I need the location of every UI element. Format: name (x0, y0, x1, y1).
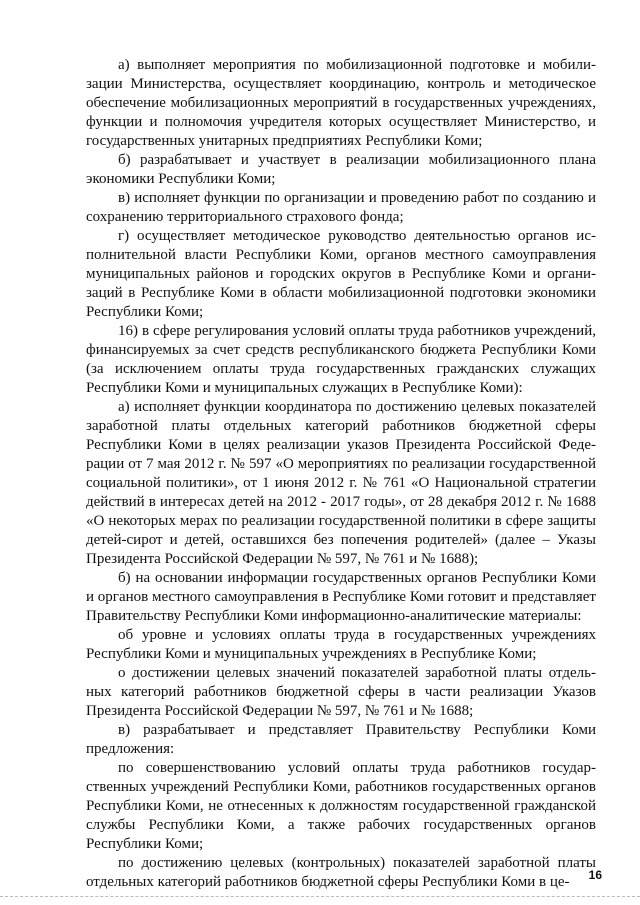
page-bottom-edge (0, 896, 640, 897)
paragraph-coordinator-functions: а) исполняет функции координатора по достижению целевых показателей заработной платы отдельных категорий работников бюджетной сферы Республики Коми в целях реализации указов Президента Российской Федерации от 7 мая 2012 г. № 597 «О мероприятиях по реализации государственной социальной политики», от 1 июня 2012 г. № 761 «О Национальной стратегии действий в интересах детей на 2012 - 2017 годы», от 28 декабря 2012 г. № 1688 «О некоторых мерах по реализации государственной политики в сфере защиты детей-сирот и детей, оставшихся без попечения родителей» (далее – Указы Президента Российской Федерации № 597, № 761 и № 1688); (86, 399, 596, 567)
paragraph-target-values: о достижении целевых значений показателей заработной платы отдельных категорий работников бюджетной сферы в части реализации Указов Президента Российской Федерации № 597, № 761 и № 1688; (86, 665, 596, 719)
paragraph-proposals: в) разрабатывает и представляет Правительству Республики Коми предложения: (86, 722, 596, 757)
page-number: 16 (588, 868, 602, 882)
paragraph-item-16: 16) в сфере регулирования условий оплаты труда работников учреждений, финансируемых за счет средств республиканского бюджета Республики Коми (за исключением оплаты труда государственных гражданских служащих Республики Коми и муниципальных служащих в Республике Коми): (86, 323, 596, 396)
paragraph-analytical-materials: б) на основании информации государственных органов Республики Коми и органов местного самоуправления в Республике Коми готовит и представляет Правительству Республики Коми информационно-аналитические материалы: (86, 570, 596, 624)
paragraph-insurance-fund: в) исполняет функции по организации и проведению работ по созданию и сохранению территориального страхового фонда; (86, 190, 596, 225)
paragraph-pay-improvement: по совершенствованию условий оплаты труда работников государственных учреждений Республики Коми, работников государственных органов Республики Коми, не отнесенных к должностям государственной гражданской службы Республики Коми, а также рабочих государственных органов Республики Коми; (86, 760, 596, 852)
paragraph-pay-level: об уровне и условиях оплаты труда в государственных учреждениях Республики Коми и муниципальных учреждениях в Республике Коми; (86, 627, 596, 662)
document-body (86, 56, 596, 892)
paragraph-target-indicators: по достижению целевых (контрольных) показателей заработной платы отдельных категорий работников бюджетной сферы Республики Коми в це- (86, 855, 596, 890)
paragraph-mobilization-measures: а) выполняет мероприятия по мобилизационной подготовке и мобилизации Министерства, осуществляет координацию, контроль и методическое обеспечение мобилизационных мероприятий в государственных учреждениях, функции и полномочия учредителя которых осуществляет Министерство, и государственных унитарных предприятиях Республики Коми; (86, 57, 596, 149)
paragraph-mobilization-plan: б) разрабатывает и участвует в реализации мобилизационного плана экономики Республики Коми; (86, 152, 596, 187)
paragraph-methodical-guidance: г) осуществляет методическое руководство деятельностью органов исполнительной власти Республики Коми, органов местного самоуправления муниципальных районов и городских округов в Республике Коми и организаций в Республике Коми в области мобилизационной подготовки экономики Республики Коми; (86, 228, 596, 320)
